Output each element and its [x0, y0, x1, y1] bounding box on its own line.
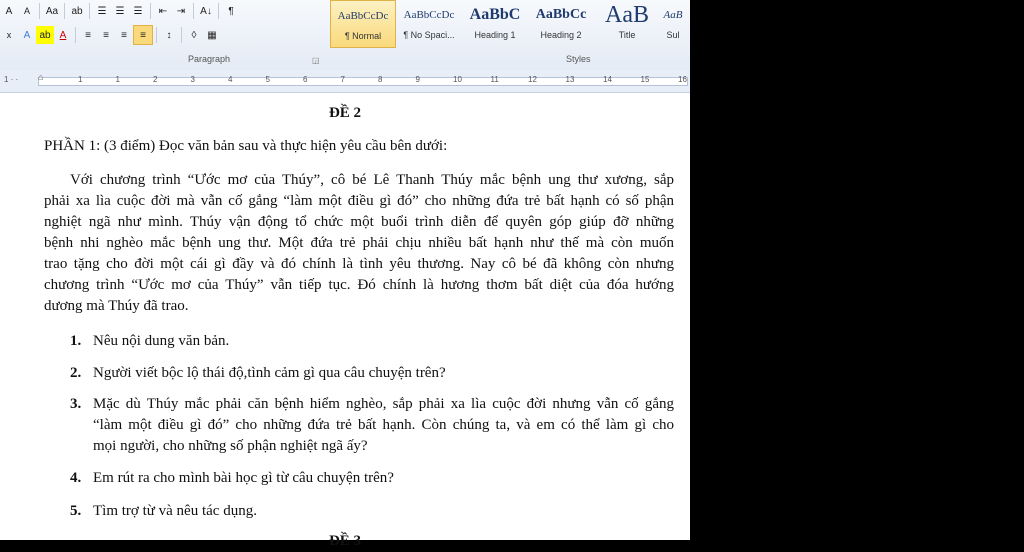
doc-title: ĐỀ 2 [328, 105, 362, 121]
highlight-button[interactable]: ab [36, 26, 54, 44]
passage-line: phải xa lìa cuộc đời mà vẫn cố gắng “làm một điều gì đó” cho những đứa trẻ bất hạnh có số phận [44, 193, 674, 209]
question-text: Mặc dù Thúy mắc phải căn bệnh hiểm nghèo, sắp phải xa lìa cuộc đời nhưng vẫn cố gắng [93, 396, 674, 412]
question-number: 1. [70, 333, 82, 349]
style-tile[interactable] [462, 0, 528, 48]
separator [75, 27, 76, 43]
ruler-number: 5 [265, 75, 270, 84]
ruler[interactable] [0, 70, 690, 93]
ruler-number: 12 [528, 75, 537, 84]
borders-button[interactable]: ▦ [207, 29, 217, 41]
ruler-number: 9 [415, 75, 420, 84]
ruler-number: 7 [340, 75, 345, 84]
style-name: Heading 2 [540, 30, 582, 40]
separator [39, 3, 40, 19]
bullets-button[interactable]: ☰ [97, 5, 107, 17]
question-text: Người viết bộc lộ thái độ,tình cảm gì qua câu chuyện trên? [93, 365, 446, 381]
ruler-number: 1 [78, 75, 83, 84]
ruler-number: 4 [228, 75, 233, 84]
align-right-button[interactable]: ≡ [121, 29, 127, 41]
styles-group-label: Styles [566, 54, 591, 64]
paragraph-dialog-launcher-icon[interactable]: ◲ [312, 56, 320, 65]
ruler-number: 16 [678, 75, 687, 84]
align-left-button[interactable]: ≡ [85, 29, 91, 41]
sort-button[interactable]: A↓ [200, 5, 212, 17]
ruler-number: 15 [640, 75, 650, 84]
show-hide-button[interactable]: ¶ [228, 5, 234, 17]
separator [89, 3, 90, 19]
grow-font-button[interactable]: A [5, 5, 13, 17]
passage-line: chương trình “Ước mơ của Thúy” vẫn tiếp tục. Đó chính là hương thơm bất diệt của đóa hướng [44, 277, 674, 293]
text-effects-button[interactable]: A [23, 29, 31, 41]
ribbon [0, 0, 690, 71]
toolbar-row-1 [0, 0, 240, 22]
style-name: Heading 1 [474, 30, 516, 40]
style-preview: AaB [663, 9, 683, 21]
multilevel-list-button[interactable]: ☰ [133, 5, 143, 17]
ruler-track [38, 77, 688, 86]
question-text: Nêu nội dung văn bản. [93, 333, 230, 349]
ruler-number: 3 [190, 75, 195, 84]
superscript-button[interactable]: x [6, 30, 12, 40]
passage-line: dương mà Thúy đã trao. [44, 298, 189, 314]
style-preview: AaBbCcDc [403, 9, 455, 21]
increase-indent-button[interactable]: ⇥ [176, 5, 186, 17]
ruler-number: 14 [603, 75, 612, 84]
passage-line: bệnh nhi nghèo mắc bệnh ung thư. Một đứa trẻ phải chịu nhiều bất hạnh như thế mà còn muốn [44, 235, 674, 251]
separator [64, 3, 65, 19]
question-number: 3. [70, 396, 82, 412]
decrease-indent-button[interactable]: ⇤ [158, 5, 168, 17]
separator [150, 3, 151, 19]
change-case-button[interactable]: Aa [45, 5, 59, 17]
passage-line: nghiệt ngã như mình. Thúy vận động tổ chức một buổi trình diễn để quyên góp giúp đỡ những [44, 214, 674, 230]
next-doc-title: ĐỀ 3 [328, 533, 362, 549]
question-number: 4. [70, 470, 82, 486]
section-heading: PHẦN 1: (3 điểm) Đọc văn bản sau và thực hiện yêu cầu bên dưới: [44, 138, 448, 154]
ruler-number: 10 [453, 75, 462, 84]
ruler-left-marker: 1 · · [4, 75, 19, 84]
align-center-button[interactable]: ≡ [103, 29, 109, 41]
question-text: Tìm trợ từ và nêu tác dụng. [93, 503, 257, 519]
numbering-button[interactable]: ☰ [115, 5, 125, 17]
style-preview: AaBbC [469, 6, 521, 23]
separator [218, 3, 219, 19]
paragraph-group-label: Paragraph [188, 54, 231, 64]
style-preview: AaB [605, 1, 649, 28]
passage-line: Với chương trình “Ước mơ của Thúy”, cô bé Lê Thanh Thúy mắc bệnh ung thư xương, sắp [70, 172, 674, 188]
style-tile[interactable] [396, 0, 462, 48]
toolbar-row-2 [0, 24, 221, 46]
styles-gallery [330, 0, 686, 50]
ruler-number: 8 [378, 75, 383, 84]
document-page[interactable] [0, 93, 690, 549]
style-tile[interactable] [594, 0, 660, 48]
clear-formatting-button[interactable]: ab [71, 5, 83, 17]
line-spacing-button[interactable]: ↕ [166, 29, 172, 41]
style-tile[interactable] [330, 0, 396, 48]
indent-marker-icon[interactable]: ⌂ [38, 72, 44, 82]
ruler-number: 6 [303, 75, 308, 84]
shrink-font-button[interactable]: A [23, 6, 30, 16]
separator [156, 27, 157, 43]
question-text: “làm một điều gì đó” cho những đứa trẻ bất hạnh. Còn chúng ta, và em có thể làm gì cho [93, 417, 674, 433]
question-number: 5. [70, 503, 82, 519]
ruler-number: 13 [565, 75, 575, 84]
style-tile[interactable] [528, 0, 594, 48]
style-name: Title [618, 30, 636, 40]
style-name: Sul [666, 30, 680, 40]
question-text: Em rút ra cho mình bài học gì từ câu chuyện trên? [93, 470, 394, 486]
style-preview: AaBbCcDc [337, 10, 389, 22]
ruler-number: 11 [490, 75, 499, 84]
ruler-number: 1 [115, 75, 120, 84]
font-color-button[interactable]: A [59, 29, 67, 41]
style-tile[interactable] [660, 0, 686, 48]
separator [193, 3, 194, 19]
passage-line: trao tặng cho đời một cái gì đầy và đó chính là tình yêu thương. Nay cô bé đã không còn nhưng [44, 256, 674, 272]
ruler-number: 2 [153, 75, 158, 84]
question-number: 2. [70, 365, 82, 381]
separator [181, 27, 182, 43]
style-name: ¶ No Spaci... [403, 30, 455, 40]
style-preview: AaBbCc [535, 7, 587, 22]
question-text: mọi người, cho những số phận nghiệt ngã ấy? [93, 438, 368, 454]
style-name: ¶ Normal [344, 31, 382, 41]
shading-button[interactable]: ◊ [191, 29, 197, 41]
justify-button[interactable]: ≡ [133, 25, 153, 45]
